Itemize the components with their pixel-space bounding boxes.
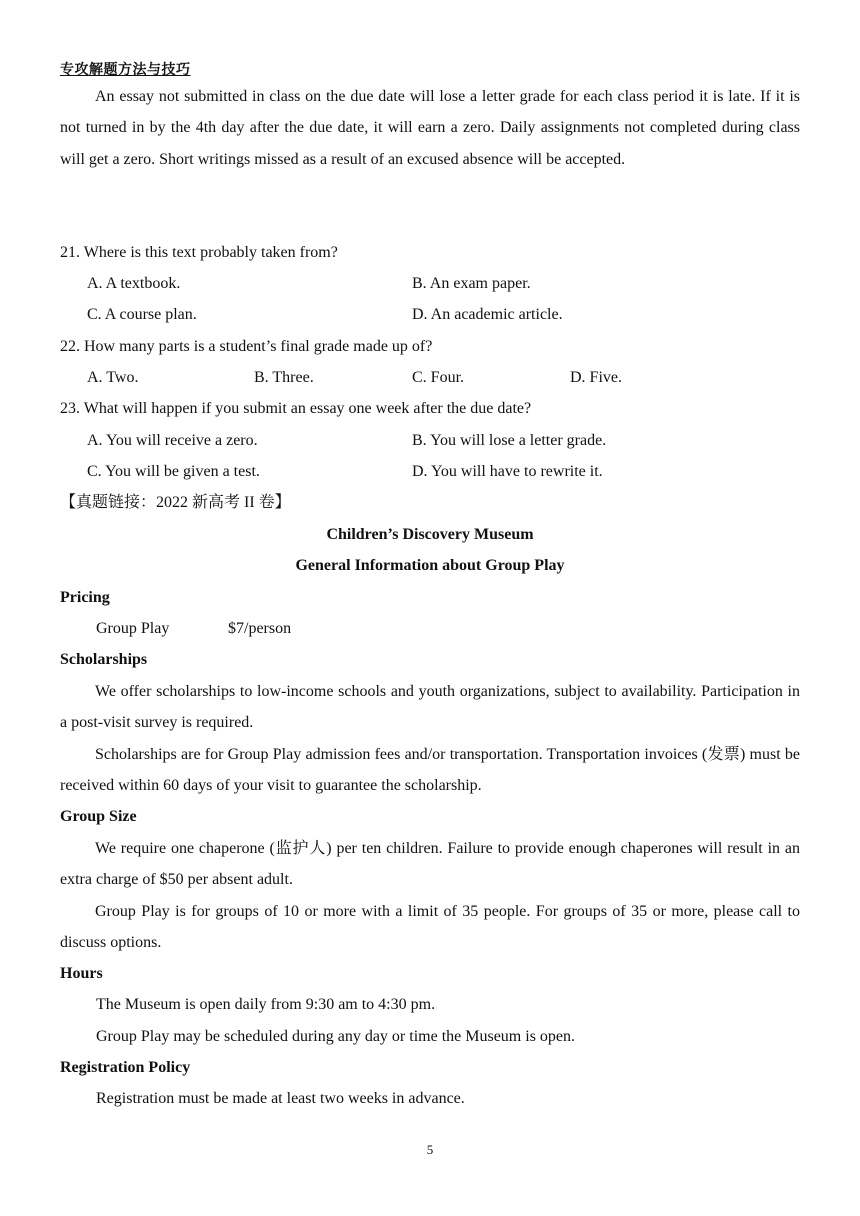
scholarships-paragraph-2: Scholarships are for Group Play admission fees and/or transportation. Transportation invoices (发票) must be received within 60 days of your visit to guarantee the scholarship.: [60, 746, 800, 795]
question-21-option-d: D. An academic article.: [412, 306, 563, 323]
question-22-option-b: B. Three.: [254, 369, 314, 386]
pricing-value: $7/person: [228, 620, 292, 637]
exam-link-label: 【真题链接：2022 新高考 II 卷】: [60, 494, 291, 511]
article-subtitle: General Information about Group Play: [295, 557, 565, 574]
question-22-stem: 22. How many parts is a student’s final grade made up of?: [60, 338, 433, 355]
pricing-heading: Pricing: [60, 589, 110, 606]
hours-paragraph-2: Group Play may be scheduled during any day or time the Museum is open.: [96, 1028, 576, 1045]
question-23-option-c: C. You will be given a test.: [87, 463, 260, 480]
registration-heading: Registration Policy: [60, 1059, 191, 1076]
article-title: Children’s Discovery Museum: [326, 526, 534, 543]
question-21-option-c: C. A course plan.: [87, 306, 197, 323]
question-22-option-d: D. Five.: [570, 369, 622, 386]
page-number: 5: [426, 1142, 434, 1157]
pricing-item: Group Play: [96, 620, 170, 637]
question-23-stem: 23. What will happen if you submit an essay one week after the due date?: [60, 400, 532, 417]
group-size-paragraph-1: We require one chaperone (监护人) per ten children. Failure to provide enough chaperones will result in an extra charge of $50 per absent adult.: [60, 840, 800, 889]
registration-paragraph-1: Registration must be made at least two weeks in advance.: [96, 1090, 465, 1107]
scholarships-paragraph-1: We offer scholarships to low-income schools and youth organizations, subject to availability. Participation in a post-visit survey is required.: [60, 683, 800, 732]
question-22-option-a: A. Two.: [87, 369, 139, 386]
question-21-option-a: A. A textbook.: [87, 275, 181, 292]
hours-paragraph-1: The Museum is open daily from 9:30 am to 4:30 pm.: [96, 996, 436, 1013]
scholarships-heading: Scholarships: [60, 651, 148, 668]
question-23-option-d: D. You will have to rewrite it.: [412, 463, 603, 480]
group-size-heading: Group Size: [60, 808, 137, 825]
question-23-option-a: A. You will receive a zero.: [87, 432, 258, 449]
question-21-stem: 21. Where is this text probably taken from?: [60, 244, 338, 261]
question-22-option-c: C. Four.: [412, 369, 465, 386]
question-21-option-b: B. An exam paper.: [412, 275, 531, 292]
question-23-option-b: B. You will lose a letter grade.: [412, 432, 607, 449]
header-link[interactable]: 专攻解题方法与技巧: [60, 62, 191, 78]
hours-heading: Hours: [60, 965, 103, 982]
intro-paragraph: An essay not submitted in class on the due date will lose a letter grade for each class period it is late. If it is not turned in by the 4th day after the due date, it will earn a zero. Daily assignments not completed during class will get a zero. Short writings missed as a result of an excused absence will be accepted.: [60, 88, 800, 168]
group-size-paragraph-2: Group Play is for groups of 10 or more with a limit of 35 people. For groups of 35 or more, please call to discuss options.: [60, 903, 800, 952]
